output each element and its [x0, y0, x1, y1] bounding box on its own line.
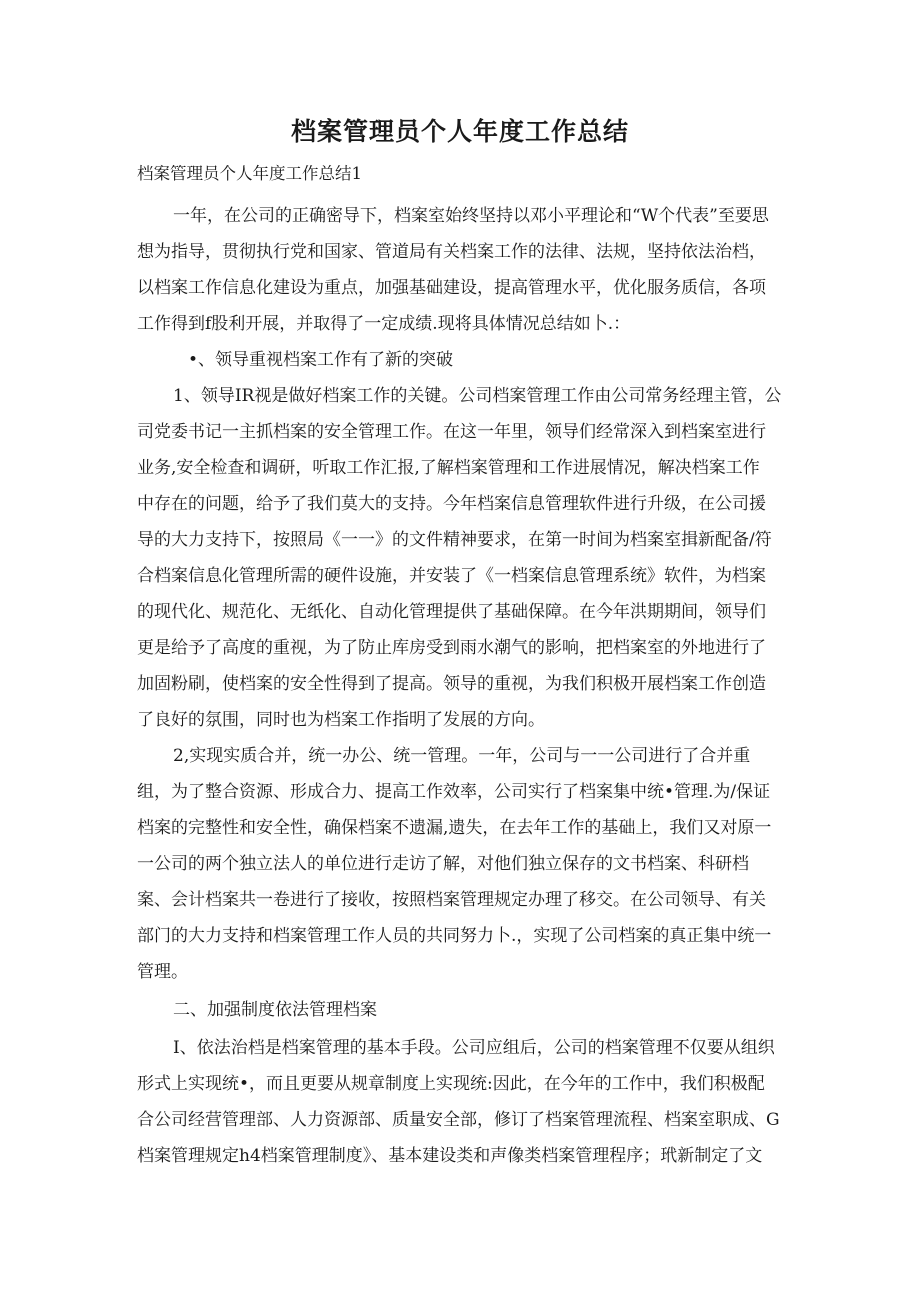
section-heading: •、领导重视档案工作有了新的突破 [188, 350, 454, 370]
paragraph-line: 合公司经营管理部、人力资源部、质量安全部，修订了档案管理流程、档案室职成、G [137, 1110, 780, 1130]
paragraph-line: 想为指导，贯彻执行党和国家、管道局有关档案工作的法律、法规，坚持依法治档， [137, 242, 766, 262]
paragraph-line: 合档案信息化管理所需的硬件设施，并安装了《一档案信息管理系统》软件，为档案 [137, 566, 766, 586]
paragraph-line: 形式上实现统•，而且更要从规章制度上实现统:因此，在今年的工作中，我们积极配 [137, 1074, 765, 1094]
paragraph-line: 档案的完整性和安全性，确保档案不遗漏,遗失，在去年工作的基础上，我们又对原一 [137, 818, 772, 838]
paragraph-line: 一公司的两个独立法人的单位进行走访了解，对他们独立保存的文书档案、科研档 [137, 854, 749, 874]
paragraph-line: 一年，在公司的正确密导下，档案室始终坚持以邓小平理论和“W个代表”至要思 [173, 206, 769, 226]
paragraph-line: I、依法治档是档案管理的基本手段。公司应组后，公司的档案管理不仅要从组织 [173, 1038, 775, 1058]
section-heading: 二、加强制度依法管理档案 [173, 1000, 377, 1020]
paragraph-line: 管理。 [137, 962, 188, 982]
paragraph-line: 1、领导IR视是做好档案工作的关键。公司档案管理工作由公司常务经理主管，公 [173, 386, 782, 406]
paragraph-line: 部门的大力支持和档案管理工作人员的共同努力卜.，实现了公司档案的真正集中统一 [137, 926, 772, 946]
paragraph-line: 导的大力支持下，按照局《一一》的文件精神要求，在第一时间为档案室揖新配备/符 [137, 530, 772, 550]
paragraph-line: 工作得到f股利开展，并取得了一定成绩.现将具体情况总结如卜.： [137, 314, 631, 334]
paragraph-line: 更是给予了高度的重视，为了防止库房受到雨水潮气的影响，把档案室的外地进行了 [137, 638, 766, 658]
paragraph-line: 中存在的问题，给予了我们莫大的支持。今年档案信息管理软件进行升级，在公司援 [137, 494, 766, 514]
paragraph-line: 加固粉刷，使档案的安全性得到了提高。领导的重视，为我们积极开展档案工作创造 [137, 674, 766, 694]
paragraph-line: 档案管理规定h4档案管理制度》、基本建设类和声像类档案管理程序；玳新制定了文 [137, 1146, 763, 1166]
paragraph-line: 司党委书记一主抓档案的安全管理工作。在这一年里，领导们经常深入到档案室进行 [137, 422, 766, 442]
paragraph-line: 业务,安全检查和调研，听取工作汇报,了解档案管理和工作进展情况，解决档案工作 [137, 458, 760, 478]
paragraph-line: 组，为了整合资源、形成合力、提高工作效率，公司实行了档案集中统•管理.为/保证 [137, 782, 771, 802]
document-title: 档案管理员个人年度工作总结 [290, 117, 629, 146]
paragraph-line: 以档案工作信息化建设为重点，加强基础建设，提高管理水平，优化服务质信，各项 [137, 278, 766, 298]
paragraph-line: 的现代化、规范化、无纸化、自动化管理提供了基础保障。在今年洪期期间，领导们 [137, 602, 766, 622]
document-subtitle: 档案管理员个人年度工作总结1 [137, 164, 362, 183]
paragraph-line: 案、会计档案共一卷进行了接收，按照档案管理规定办理了移交。在公司领导、有关 [137, 890, 766, 910]
paragraph-line: 2,实现实质合并，统一办公、统一管理。一年，公司与一一公司进行了合并重 [173, 746, 751, 766]
paragraph-line: 了良好的氛围，同时也为档案工作指明了发展的方向。 [137, 710, 545, 730]
